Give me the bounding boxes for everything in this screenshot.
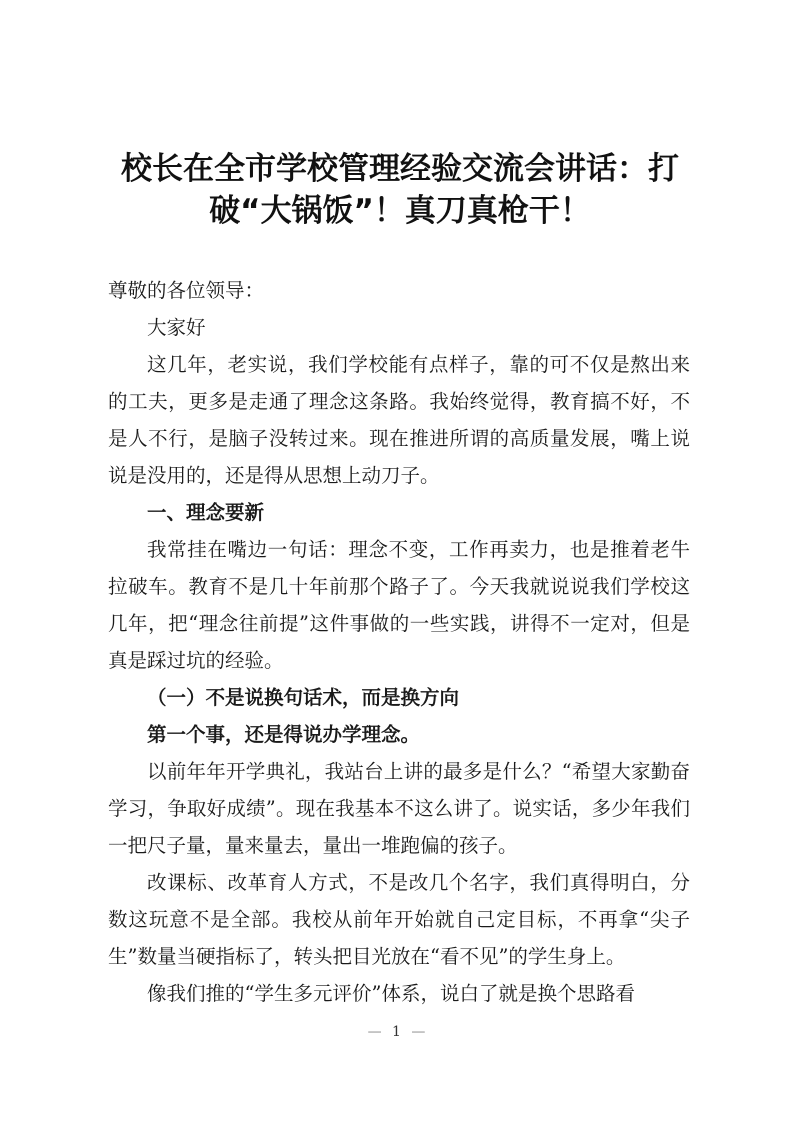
page-footer bbox=[0, 1024, 793, 1040]
footer-dash-right: — bbox=[411, 1024, 426, 1040]
greeting: 大家好 bbox=[147, 316, 206, 339]
paragraph: 以前年年开学典礼，我站台上讲的最多是什么？“希望大家勤奋学习，争取好成绩”。现在我基本不这么讲了。说实话，多少年我们一把尺子量，量来量去，量出一堆跑偏的孩子。 bbox=[108, 760, 690, 857]
paragraph: 我常挂在嘴边一句话：理念不变，工作再卖力，也是推着老牛拉破车。教育不是几十年前那个路子了。今天我就说说我们学校这几年，把“理念往前提”这件事做的一些实践，讲得不一定对，但是真是踩过坑的经验。 bbox=[108, 538, 690, 672]
subsection-heading: （一）不是说换句话术，而是换方向 bbox=[147, 686, 460, 709]
document-body bbox=[108, 272, 690, 1012]
subsection-heading: 第一个事，还是得说办学理念。 bbox=[147, 723, 421, 746]
salutation: 尊敬的各位领导： bbox=[108, 279, 265, 302]
section-heading: 一、理念要新 bbox=[147, 501, 265, 524]
paragraph: 改课标、改革育人方式，不是改几个名字，我们真得明白，分数这玩意不是全部。我校从前年开始就自己定目标，不再拿“尖子生”数量当硬指标了，转头把目光放在“看不见”的学生身上。 bbox=[108, 871, 690, 968]
document-title: 校长在全市学校管理经验交流会讲话：打破“大锅饭”！真刀真枪干！ bbox=[121, 151, 679, 229]
paragraph: 这几年，老实说，我们学校能有点样子，靠的可不仅是熬出来的工夫，更多是走通了理念这条路。我始终觉得，教育搞不好，不是人不行，是脑子没转过来。现在推进所谓的高质量发展，嘴上说说是没用的，还是得从思想上动刀子。 bbox=[108, 353, 690, 487]
page-number: 1 bbox=[392, 1024, 401, 1040]
paragraph: 像我们推的“学生多元评价”体系，说白了就是换个思路看 bbox=[147, 982, 635, 1005]
footer-dash-left: — bbox=[367, 1024, 382, 1040]
